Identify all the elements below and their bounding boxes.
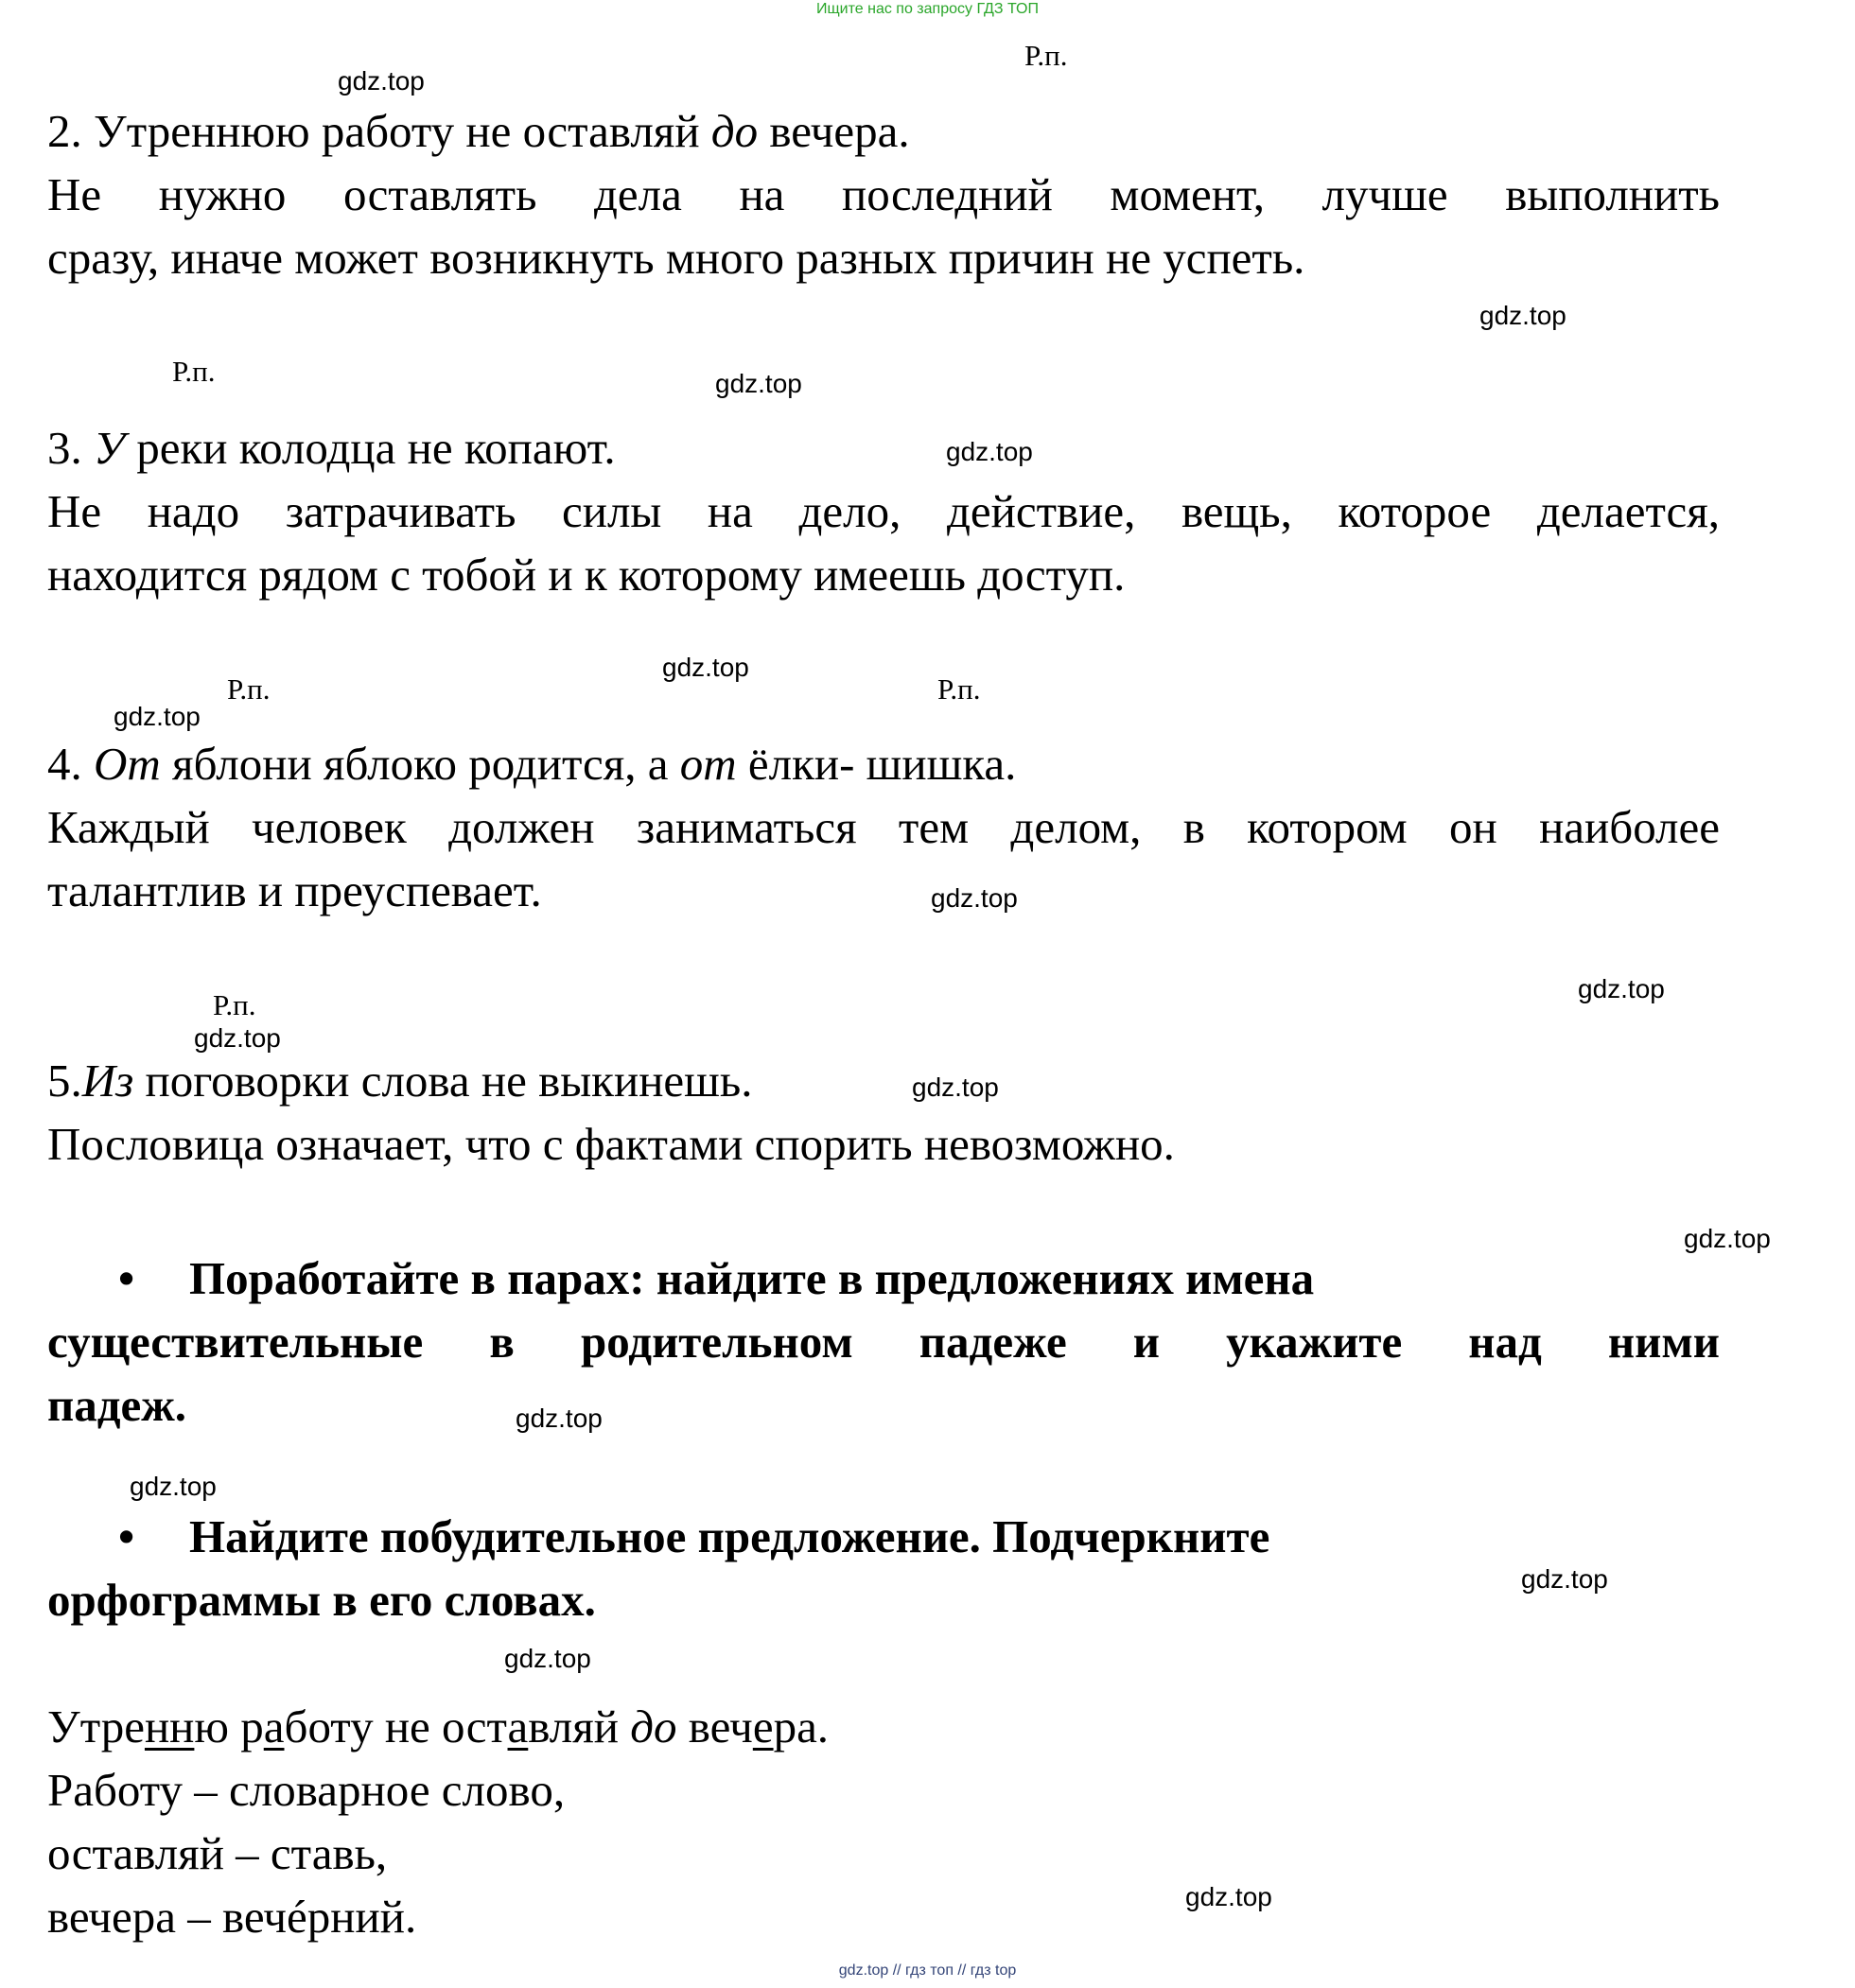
proverb-line: 5.Из поговорки слова не выкинешь. — [47, 1055, 753, 1107]
answer-line: оставляй – ставь, — [47, 1827, 388, 1879]
proverb-line: 4. От яблони яблоко родится, а от ёлки- шишка. — [47, 738, 1017, 790]
orthogram-underline: е — [752, 1700, 774, 1753]
answer-line: Работу – словарное слово, — [47, 1764, 566, 1816]
watermark: gdz.top — [1479, 301, 1566, 330]
explanation-line: Пословица означает, что с фактами спорить невозможно. — [47, 1118, 1175, 1170]
task-pairs: • Поработайте в парах: найдите в предложениях имена существительные в родительном падеже и укажите над ними падеж. — [47, 1247, 1720, 1437]
case-label: Р.п. — [172, 355, 216, 388]
task-imperative: • Найдите побудительное предложение. Подчеркните орфограммы в его словах. — [47, 1505, 1720, 1631]
explanation-line: Не нужно оставлять дела на последний момент, лучше выполнить — [47, 168, 1720, 220]
answer-line: вечера – вечéрний. — [47, 1891, 417, 1943]
footer-links: gdz.top // гдз топ // гдз top — [838, 1962, 1017, 1979]
bullet-icon: • — [118, 1252, 135, 1304]
explanation-line: находится рядом с тобой и к которому имеешь доступ. — [47, 549, 1126, 601]
watermark: gdz.top — [1684, 1224, 1771, 1253]
explanation-line: сразу, иначе может возникнуть много разных причин не успеть. — [47, 232, 1305, 284]
case-label: Р.п. — [937, 672, 981, 706]
case-label: Р.п. — [213, 988, 256, 1021]
watermark: gdz.top — [946, 437, 1033, 466]
orthogram-underline: а — [263, 1700, 285, 1753]
proverb-item-3 — [47, 416, 1720, 606]
explanation-line: Не надо затрачивать силы на дело, действие, вещь, которое делается, — [47, 485, 1720, 537]
watermark: gdz.top — [114, 702, 201, 731]
case-label: Р.п. — [1024, 39, 1068, 72]
watermark: gdz.top — [1578, 974, 1665, 1003]
proverb-line: 2. Утреннюю работу не оставляй до вечера. — [47, 105, 910, 157]
search-note: Ищите нас по запросу ГДЗ ТОП — [816, 1, 1039, 17]
proverb-item-2 — [47, 99, 1720, 289]
watermark: gdz.top — [715, 369, 802, 398]
watermark: gdz.top — [516, 1404, 603, 1433]
answer-sentence: Утренню работу не оставляй до вечера. — [47, 1700, 830, 1753]
watermark: gdz.top — [912, 1072, 999, 1102]
watermark: gdz.top — [504, 1644, 591, 1673]
explanation-line: талантлив и преуспевает. — [47, 864, 542, 916]
explanation-line: Каждый человек должен заниматься тем делом, в котором он наиболее — [47, 801, 1720, 853]
answer-block — [47, 1695, 1720, 1948]
orthogram-underline: а — [507, 1700, 529, 1753]
bullet-icon: • — [118, 1510, 135, 1562]
watermark: gdz.top — [194, 1023, 281, 1053]
watermark: gdz.top — [662, 653, 749, 682]
proverb-item-4 — [47, 732, 1720, 922]
watermark: gdz.top — [1521, 1564, 1608, 1594]
case-label: Р.п. — [227, 672, 271, 706]
orthogram-underline: нн — [144, 1700, 195, 1753]
proverb-line: 3. У реки колодца не копают. — [47, 422, 616, 474]
watermark: gdz.top — [338, 66, 425, 96]
proverb-item-5 — [47, 1049, 1720, 1176]
watermark: gdz.top — [931, 883, 1018, 913]
watermark: gdz.top — [1185, 1882, 1272, 1911]
watermark: gdz.top — [130, 1472, 217, 1501]
